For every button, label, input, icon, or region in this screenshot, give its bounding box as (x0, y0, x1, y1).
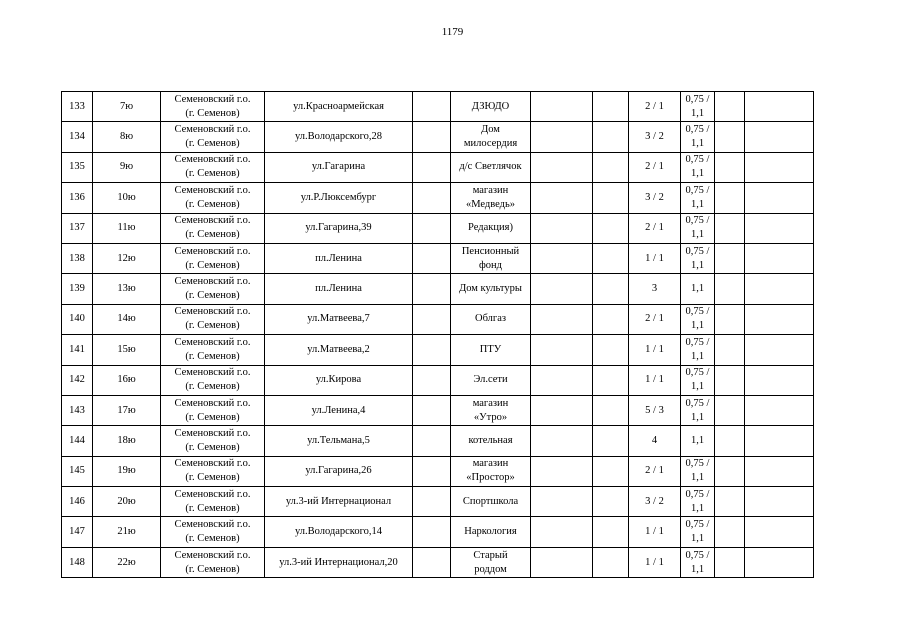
empty-cell (715, 304, 745, 334)
district-cell-line: (г. Семенов) (185, 259, 240, 271)
empty-cell (745, 395, 814, 425)
district-cell-line: Семеновский г.о. (174, 488, 251, 500)
empty-cell (413, 92, 451, 122)
coefficient-cell (681, 395, 715, 425)
address-cell: ул.Ленина,4 (265, 395, 413, 425)
empty-cell (715, 456, 745, 486)
coefficient-cell-line: 0,75 / (685, 245, 710, 257)
object-cell (451, 274, 531, 304)
empty-cell (593, 365, 629, 395)
object-cell-line: котельная (468, 434, 513, 446)
address-cell: ул.Володарского,28 (265, 122, 413, 152)
coefficient-cell (681, 335, 715, 365)
row-number-cell: 133 (62, 92, 93, 122)
coefficient-cell-line: 0,75 / (685, 549, 710, 561)
row-number-cell: 143 (62, 395, 93, 425)
empty-cell (531, 183, 593, 213)
object-cell-line: милосердия (463, 138, 518, 150)
coefficient-cell-line: 0,75 / (685, 367, 710, 379)
empty-cell (745, 274, 814, 304)
empty-cell (593, 92, 629, 122)
quantity-cell: 3 / 2 (629, 122, 681, 152)
district-cell (161, 243, 265, 273)
address-cell: ул.Матвеева,2 (265, 335, 413, 365)
coefficient-cell-line: 1,1 (690, 502, 705, 514)
empty-cell (531, 92, 593, 122)
coefficient-cell (681, 517, 715, 547)
empty-cell (413, 426, 451, 456)
coefficient-cell-line: 1,1 (690, 472, 705, 484)
quantity-cell: 2 / 1 (629, 152, 681, 182)
empty-cell (531, 426, 593, 456)
quantity-cell: 5 / 3 (629, 395, 681, 425)
district-cell-line: (г. Семенов) (185, 320, 240, 332)
address-cell: ул.Гагарина,39 (265, 213, 413, 243)
object-cell (451, 335, 531, 365)
district-cell (161, 395, 265, 425)
quantity-cell: 1 / 1 (629, 335, 681, 365)
row-number-cell: 146 (62, 487, 93, 517)
empty-cell (531, 335, 593, 365)
district-cell (161, 547, 265, 577)
object-cell (451, 517, 531, 547)
empty-cell (531, 213, 593, 243)
code-cell: 7ю (93, 92, 161, 122)
empty-cell (593, 547, 629, 577)
district-cell (161, 365, 265, 395)
coefficient-cell-line: 1,1 (690, 533, 705, 545)
empty-cell (413, 152, 451, 182)
empty-cell (715, 365, 745, 395)
row-number-cell: 144 (62, 426, 93, 456)
district-cell (161, 213, 265, 243)
table-row (62, 92, 814, 122)
district-cell-line: Семеновский г.о. (174, 245, 251, 257)
empty-cell (413, 547, 451, 577)
object-cell (451, 304, 531, 334)
empty-cell (593, 274, 629, 304)
empty-cell (593, 335, 629, 365)
object-cell-line: Дом культуры (459, 283, 522, 295)
district-cell-line: (г. Семенов) (185, 107, 240, 119)
empty-cell (531, 395, 593, 425)
code-cell: 19ю (93, 456, 161, 486)
table-body (62, 92, 814, 578)
table-row (62, 335, 814, 365)
address-cell: ул.Р.Люксембург (265, 183, 413, 213)
district-cell-line: (г. Семенов) (185, 502, 240, 514)
object-cell (451, 122, 531, 152)
object-cell-line: роддом (474, 563, 507, 575)
object-cell-line: Пенсионный (461, 245, 520, 257)
quantity-cell: 1 / 1 (629, 243, 681, 273)
district-cell-line: (г. Семенов) (185, 563, 240, 575)
address-cell: ул.Матвеева,7 (265, 304, 413, 334)
district-cell-line: Семеновский г.о. (174, 397, 251, 409)
code-cell: 17ю (93, 395, 161, 425)
district-cell-line: Семеновский г.о. (174, 549, 251, 561)
district-cell-line: (г. Семенов) (185, 441, 240, 453)
coefficient-cell (681, 304, 715, 334)
empty-cell (745, 183, 814, 213)
coefficient-cell-line: 1,1 (690, 381, 705, 393)
district-cell-line: Семеновский г.о. (174, 276, 251, 288)
table-row (62, 183, 814, 213)
coefficient-cell (681, 183, 715, 213)
empty-cell (413, 274, 451, 304)
coefficient-cell (681, 456, 715, 486)
coefficient-cell (681, 487, 715, 517)
empty-cell (413, 213, 451, 243)
district-cell-line: (г. Семенов) (185, 381, 240, 393)
coefficient-cell-line: 0,75 / (685, 397, 710, 409)
empty-cell (745, 547, 814, 577)
coefficient-cell (681, 92, 715, 122)
empty-cell (413, 456, 451, 486)
empty-cell (413, 304, 451, 334)
object-cell-line: Облгаз (474, 313, 507, 325)
object-cell (451, 92, 531, 122)
address-cell: пл.Ленина (265, 243, 413, 273)
coefficient-cell-line: 1,1 (690, 259, 705, 271)
table-row (62, 426, 814, 456)
empty-cell (593, 213, 629, 243)
object-cell-line: Старый (473, 549, 508, 561)
empty-cell (715, 122, 745, 152)
code-cell: 21ю (93, 517, 161, 547)
coefficient-cell-line: 0,75 / (685, 519, 710, 531)
table-row (62, 122, 814, 152)
empty-cell (413, 517, 451, 547)
address-cell: ул.Володарского,14 (265, 517, 413, 547)
object-cell-line: фонд (478, 259, 502, 271)
row-number-cell: 140 (62, 304, 93, 334)
object-cell (451, 152, 531, 182)
code-cell: 14ю (93, 304, 161, 334)
district-cell (161, 335, 265, 365)
district-cell-line: Семеновский г.о. (174, 306, 251, 318)
empty-cell (531, 547, 593, 577)
object-cell-line: Наркология (464, 526, 517, 538)
object-cell-line: д/с Светлячок (459, 161, 522, 173)
empty-cell (593, 517, 629, 547)
row-number-cell: 134 (62, 122, 93, 152)
quantity-cell: 4 (629, 426, 681, 456)
empty-cell (745, 213, 814, 243)
coefficient-cell-line: 0,75 / (685, 154, 710, 166)
table-row (62, 304, 814, 334)
district-cell (161, 122, 265, 152)
registry-table (61, 91, 814, 578)
coefficient-cell-line: 0,75 / (685, 93, 710, 105)
empty-cell (745, 365, 814, 395)
coefficient-cell-line: 1,1 (690, 320, 705, 332)
address-cell: ул.Тельмана,5 (265, 426, 413, 456)
empty-cell (715, 274, 745, 304)
empty-cell (413, 183, 451, 213)
coefficient-cell (681, 122, 715, 152)
quantity-cell: 1 / 1 (629, 517, 681, 547)
empty-cell (745, 456, 814, 486)
empty-cell (715, 152, 745, 182)
empty-cell (413, 243, 451, 273)
code-cell: 8ю (93, 122, 161, 152)
quantity-cell: 2 / 1 (629, 92, 681, 122)
district-cell (161, 152, 265, 182)
empty-cell (593, 395, 629, 425)
object-cell-line: магазин (472, 184, 509, 196)
object-cell-line: магазин (472, 397, 509, 409)
code-cell: 9ю (93, 152, 161, 182)
empty-cell (531, 122, 593, 152)
district-cell-line: Семеновский г.о. (174, 93, 251, 105)
empty-cell (593, 243, 629, 273)
coefficient-cell-line: 1,1 (690, 168, 705, 180)
quantity-cell: 2 / 1 (629, 456, 681, 486)
address-cell: ул.3-ий Интернационал (265, 487, 413, 517)
district-cell-line: Семеновский г.о. (174, 458, 251, 470)
empty-cell (745, 122, 814, 152)
object-cell (451, 487, 531, 517)
empty-cell (413, 335, 451, 365)
object-cell (451, 426, 531, 456)
coefficient-cell-line: 0,75 / (685, 124, 710, 136)
empty-cell (715, 395, 745, 425)
table-row (62, 365, 814, 395)
address-cell: ул.3-ий Интернационал,20 (265, 547, 413, 577)
district-cell (161, 487, 265, 517)
district-cell (161, 183, 265, 213)
district-cell-line: Семеновский г.о. (174, 184, 251, 196)
table-row (62, 213, 814, 243)
code-cell: 12ю (93, 243, 161, 273)
coefficient-cell-line: 1,1 (690, 434, 705, 446)
coefficient-cell-line: 0,75 / (685, 336, 710, 348)
object-cell-line: «Утро» (473, 411, 508, 423)
address-cell: пл.Ленина (265, 274, 413, 304)
row-number-cell: 141 (62, 335, 93, 365)
district-cell (161, 517, 265, 547)
empty-cell (715, 335, 745, 365)
table-row (62, 517, 814, 547)
empty-cell (715, 547, 745, 577)
district-cell-line: Семеновский г.о. (174, 154, 251, 166)
address-cell: ул.Красноармейская (265, 92, 413, 122)
district-cell-line: Семеновский г.о. (174, 124, 251, 136)
address-cell: ул.Гагарина,26 (265, 456, 413, 486)
quantity-cell: 2 / 1 (629, 213, 681, 243)
quantity-cell: 3 / 2 (629, 183, 681, 213)
coefficient-cell (681, 426, 715, 456)
district-cell-line: (г. Семенов) (185, 168, 240, 180)
district-cell-line: (г. Семенов) (185, 229, 240, 241)
district-cell (161, 92, 265, 122)
code-cell: 13ю (93, 274, 161, 304)
empty-cell (531, 274, 593, 304)
table-row (62, 152, 814, 182)
row-number-cell: 139 (62, 274, 93, 304)
empty-cell (745, 92, 814, 122)
row-number-cell: 142 (62, 365, 93, 395)
coefficient-cell-line: 1,1 (690, 563, 705, 575)
empty-cell (413, 122, 451, 152)
empty-cell (413, 395, 451, 425)
object-cell (451, 213, 531, 243)
district-cell-line: (г. Семенов) (185, 198, 240, 210)
page-number: 1179 (441, 26, 464, 38)
quantity-cell: 2 / 1 (629, 304, 681, 334)
empty-cell (531, 487, 593, 517)
table-row (62, 274, 814, 304)
quantity-cell: 3 / 2 (629, 487, 681, 517)
object-cell-line: Эл.сети (473, 374, 508, 386)
row-number-cell: 147 (62, 517, 93, 547)
row-number-cell: 145 (62, 456, 93, 486)
code-cell: 11ю (93, 213, 161, 243)
object-cell-line: Дом (481, 124, 500, 136)
coefficient-cell-line: 1,1 (690, 283, 705, 295)
row-number-cell: 138 (62, 243, 93, 273)
empty-cell (413, 365, 451, 395)
coefficient-cell-line: 1,1 (690, 198, 705, 210)
empty-cell (531, 304, 593, 334)
empty-cell (531, 152, 593, 182)
coefficient-cell (681, 243, 715, 273)
district-cell-line: (г. Семенов) (185, 411, 240, 423)
code-cell: 22ю (93, 547, 161, 577)
district-cell-line: Семеновский г.о. (174, 367, 251, 379)
table-row (62, 456, 814, 486)
code-cell: 10ю (93, 183, 161, 213)
district-cell (161, 274, 265, 304)
row-number-cell: 136 (62, 183, 93, 213)
empty-cell (531, 456, 593, 486)
code-cell: 20ю (93, 487, 161, 517)
coefficient-cell (681, 213, 715, 243)
coefficient-cell-line: 0,75 / (685, 306, 710, 318)
empty-cell (593, 152, 629, 182)
empty-cell (531, 243, 593, 273)
empty-cell (593, 304, 629, 334)
coefficient-cell-line: 1,1 (690, 107, 705, 119)
empty-cell (715, 426, 745, 456)
empty-cell (593, 426, 629, 456)
address-cell: ул.Кирова (265, 365, 413, 395)
coefficient-cell (681, 152, 715, 182)
table-row (62, 395, 814, 425)
coefficient-cell-line: 1,1 (690, 411, 705, 423)
coefficient-cell (681, 365, 715, 395)
empty-cell (715, 487, 745, 517)
row-number-cell: 148 (62, 547, 93, 577)
district-cell (161, 456, 265, 486)
empty-cell (593, 122, 629, 152)
district-cell-line: (г. Семенов) (185, 350, 240, 362)
row-number-cell: 137 (62, 213, 93, 243)
quantity-cell: 1 / 1 (629, 365, 681, 395)
row-number-cell: 135 (62, 152, 93, 182)
empty-cell (715, 213, 745, 243)
coefficient-cell-line: 1,1 (690, 138, 705, 150)
district-cell-line: (г. Семенов) (185, 472, 240, 484)
district-cell-line: Семеновский г.о. (174, 336, 251, 348)
district-cell-line: Семеновский г.о. (174, 427, 251, 439)
empty-cell (745, 243, 814, 273)
code-cell: 18ю (93, 426, 161, 456)
quantity-cell: 1 / 1 (629, 547, 681, 577)
code-cell: 16ю (93, 365, 161, 395)
table-row (62, 547, 814, 577)
empty-cell (745, 487, 814, 517)
empty-cell (745, 335, 814, 365)
empty-cell (715, 243, 745, 273)
coefficient-cell-line: 0,75 / (685, 215, 710, 227)
address-cell: ул.Гагарина (265, 152, 413, 182)
object-cell-line: ПТУ (479, 343, 502, 355)
object-cell (451, 456, 531, 486)
empty-cell (745, 517, 814, 547)
empty-cell (593, 487, 629, 517)
table-row (62, 243, 814, 273)
object-cell-line: Спортшкола (462, 495, 519, 507)
district-cell (161, 426, 265, 456)
district-cell-line: (г. Семенов) (185, 290, 240, 302)
coefficient-cell-line: 0,75 / (685, 458, 710, 470)
coefficient-cell (681, 274, 715, 304)
coefficient-cell-line: 1,1 (690, 229, 705, 241)
empty-cell (715, 517, 745, 547)
empty-cell (745, 152, 814, 182)
empty-cell (745, 426, 814, 456)
empty-cell (413, 487, 451, 517)
object-cell (451, 395, 531, 425)
object-cell (451, 547, 531, 577)
empty-cell (715, 183, 745, 213)
object-cell-line: «Простор» (466, 472, 515, 484)
coefficient-cell (681, 547, 715, 577)
object-cell-line: «Медведь» (465, 198, 516, 210)
empty-cell (593, 183, 629, 213)
object-cell-line: магазин (472, 458, 509, 470)
district-cell-line: Семеновский г.о. (174, 519, 251, 531)
district-cell (161, 304, 265, 334)
empty-cell (593, 456, 629, 486)
object-cell (451, 243, 531, 273)
object-cell (451, 183, 531, 213)
district-cell-line: Семеновский г.о. (174, 215, 251, 227)
object-cell-line: Редакция) (468, 222, 513, 234)
table-row (62, 487, 814, 517)
object-cell-line: ДЗЮДО (471, 100, 510, 112)
empty-cell (531, 365, 593, 395)
coefficient-cell-line: 0,75 / (685, 184, 710, 196)
quantity-cell: 3 (629, 274, 681, 304)
empty-cell (531, 517, 593, 547)
coefficient-cell-line: 1,1 (690, 350, 705, 362)
district-cell-line: (г. Семенов) (185, 533, 240, 545)
coefficient-cell-line: 0,75 / (685, 488, 710, 500)
empty-cell (745, 304, 814, 334)
object-cell (451, 365, 531, 395)
empty-cell (715, 92, 745, 122)
district-cell-line: (г. Семенов) (185, 138, 240, 150)
code-cell: 15ю (93, 335, 161, 365)
